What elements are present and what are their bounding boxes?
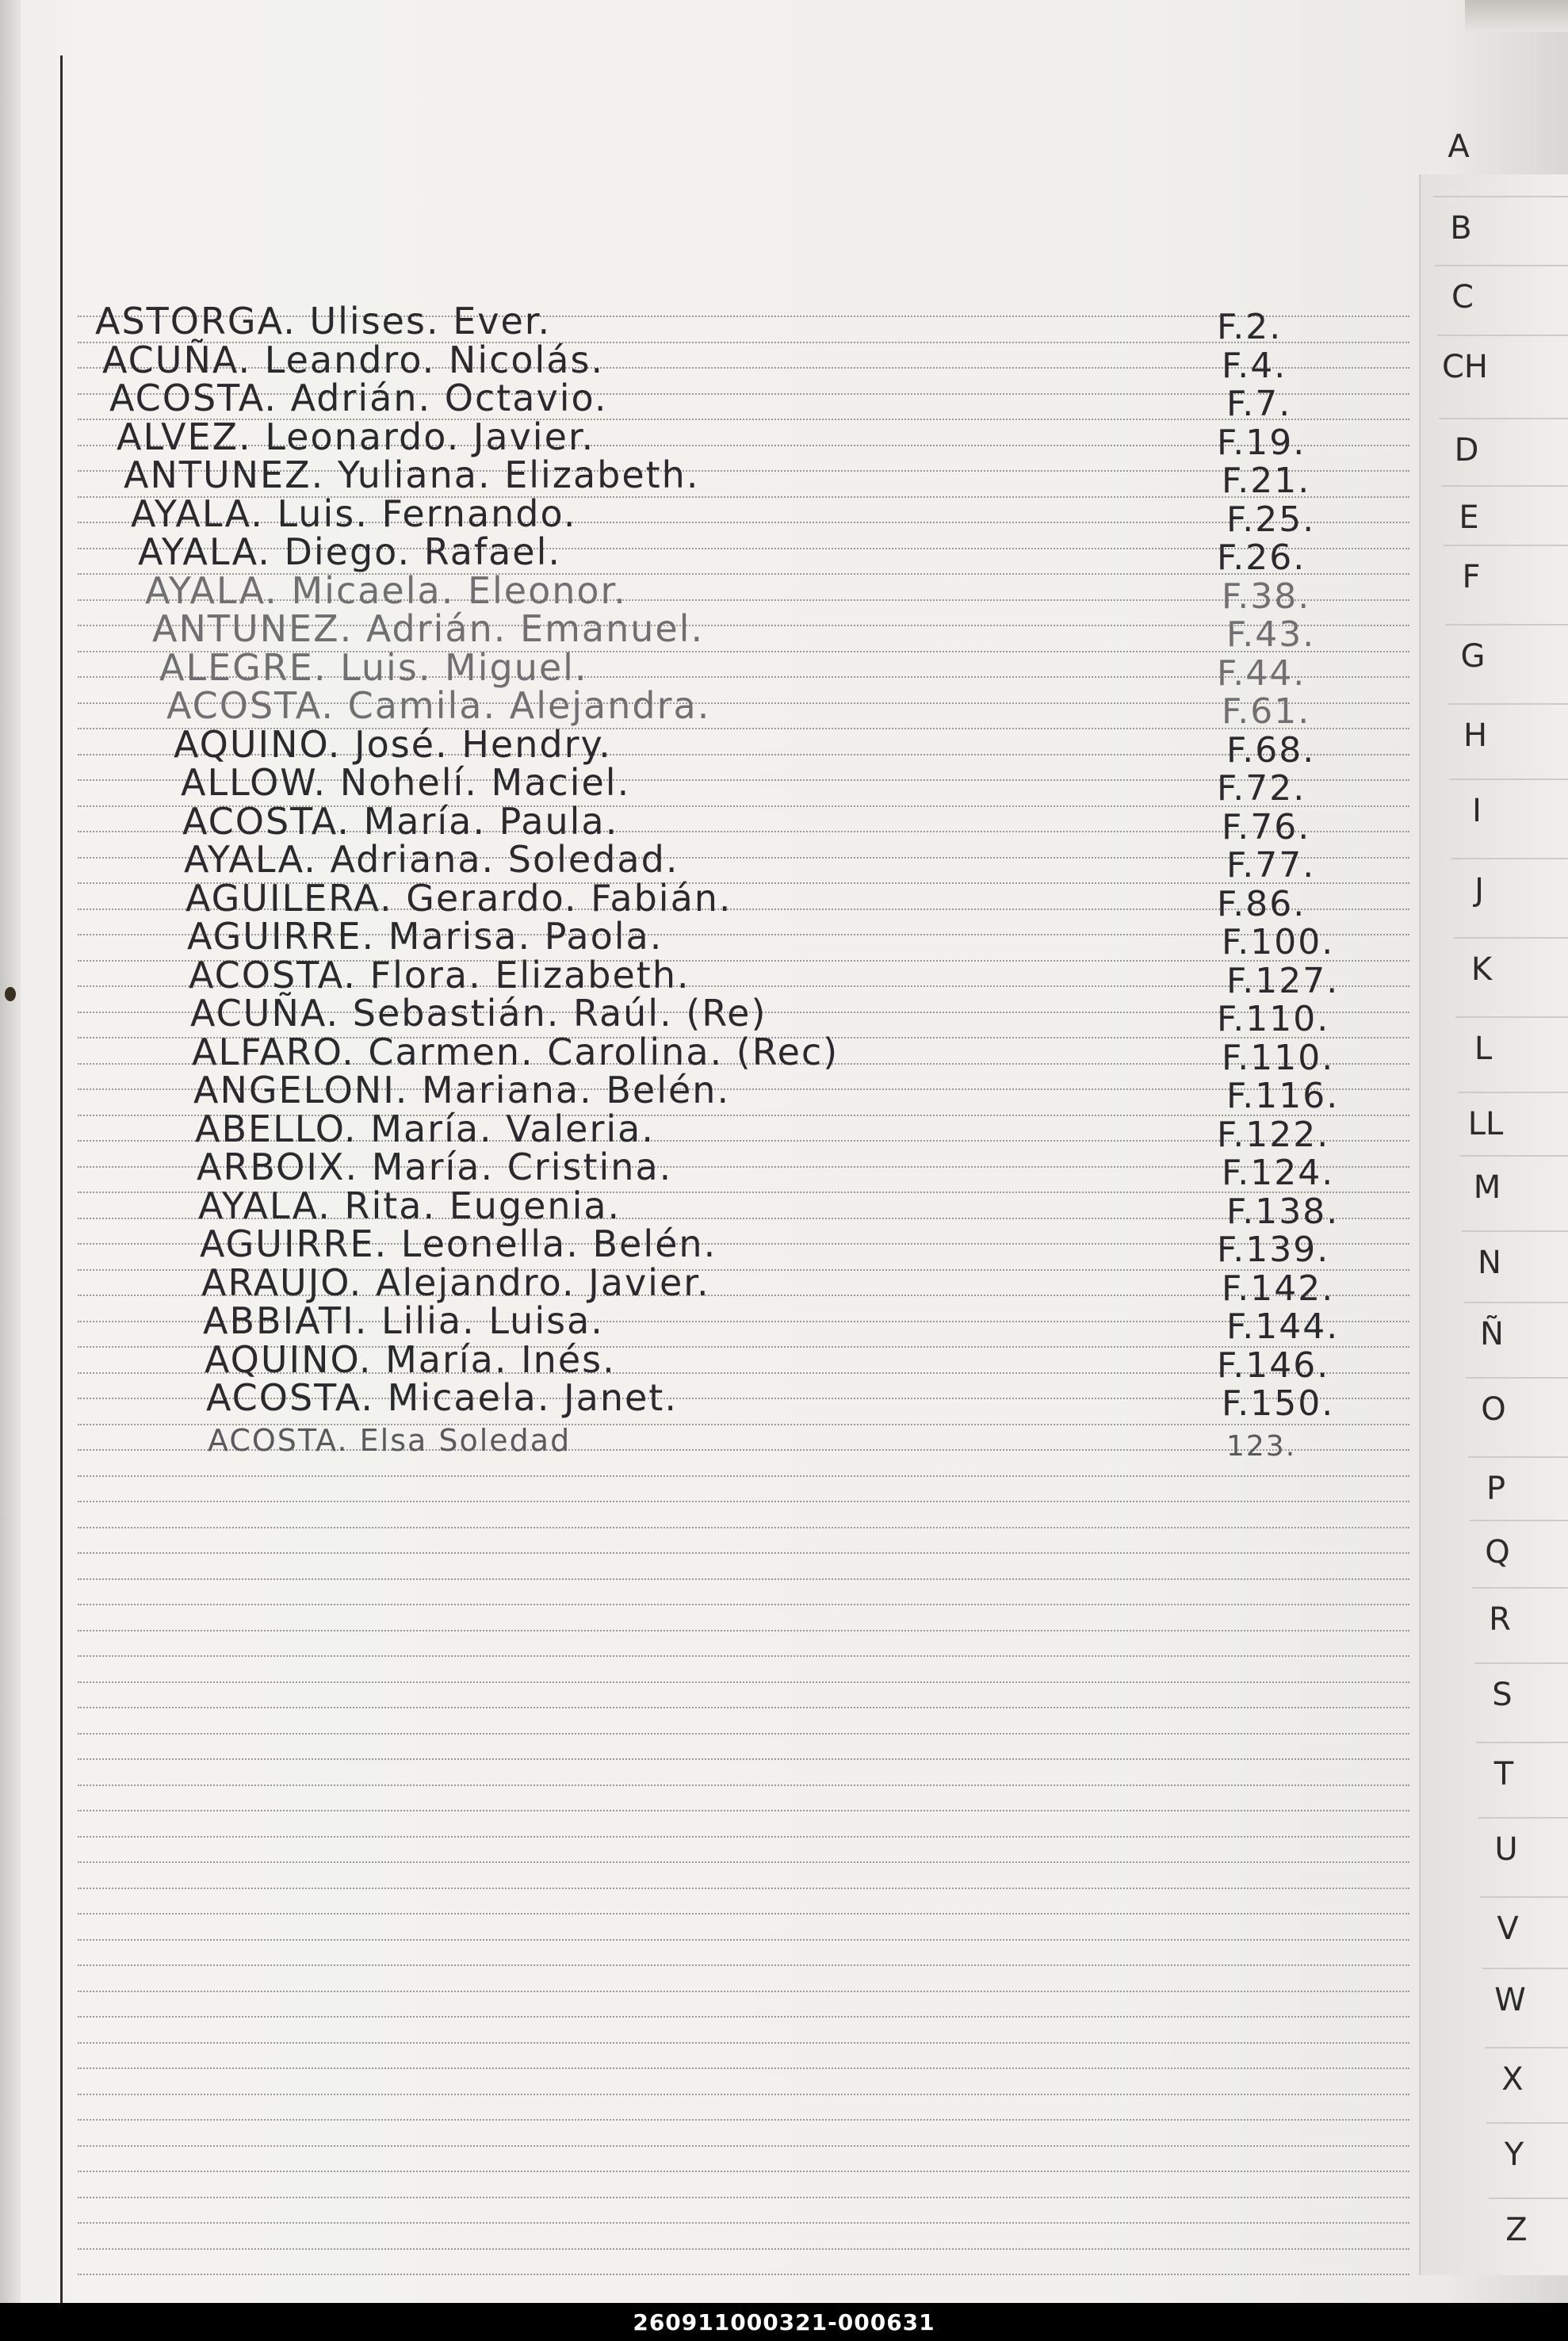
- entry-name: ACOSTA. María. Paula.: [182, 800, 619, 843]
- entry-folio: F.142.: [1222, 1268, 1335, 1309]
- index-tab[interactable]: A: [1448, 128, 1470, 165]
- ruled-line: [78, 1655, 1409, 1657]
- entry-folio: F.38.: [1222, 576, 1311, 617]
- ruled-line: [78, 1758, 1409, 1760]
- entry-name: AGUIRRE. Marisa. Paola.: [187, 915, 664, 958]
- entry-folio: F.86.: [1217, 884, 1306, 924]
- entry-folio: F.146.: [1217, 1345, 1330, 1386]
- tab-divider: [1480, 1896, 1568, 1898]
- ruled-line: [78, 1836, 1409, 1838]
- entry-folio: F.100.: [1222, 922, 1335, 962]
- entry-name: AYALA. Adriana. Soledad.: [184, 838, 679, 881]
- entry-name: ACOSTA. Adrián. Octavio.: [109, 377, 608, 419]
- ruled-line: [78, 1578, 1409, 1580]
- ruled-line: [78, 1939, 1409, 1941]
- entry-name: ABELLO. María. Valeria.: [195, 1107, 655, 1150]
- entry-folio: F.26.: [1217, 537, 1306, 578]
- entry-name: ANTUNEZ. Yuliana. Elizabeth.: [124, 453, 700, 496]
- tab-divider: [1455, 1016, 1568, 1018]
- ruled-line: [78, 1630, 1409, 1631]
- ruled-line: [78, 1991, 1409, 1992]
- entry-name: AGUILERA. Gerardo. Fabián.: [185, 877, 732, 920]
- entry-folio: F.110.: [1222, 1038, 1335, 1078]
- index-tab[interactable]: Q: [1485, 1534, 1510, 1570]
- entry-name: AQUINO. José. Hendry.: [174, 723, 612, 766]
- tab-divider: [1454, 937, 1568, 939]
- index-tab[interactable]: L: [1474, 1031, 1493, 1067]
- ruled-line: [78, 2222, 1409, 2224]
- entry-name: ARAUJO. Alejandro. Javier.: [201, 1261, 710, 1304]
- ruled-line: [78, 2068, 1409, 2069]
- entry-folio: F.139.: [1217, 1230, 1330, 1270]
- tab-divider: [1435, 265, 1568, 266]
- tab-divider: [1464, 1302, 1568, 1303]
- entry-name: ABBIATI. Lilia. Luisa.: [203, 1299, 604, 1342]
- index-tab[interactable]: X: [1501, 2061, 1524, 2098]
- entry-folio: F.2.: [1217, 307, 1283, 347]
- index-tab[interactable]: C: [1451, 279, 1474, 316]
- tab-divider: [1474, 1662, 1568, 1664]
- entry-name: AGUIRRE. Leonella. Belén.: [200, 1222, 717, 1265]
- ruled-line: [78, 1501, 1409, 1502]
- entry-folio: F.76.: [1222, 807, 1311, 847]
- entry-name: ACOSTA. Elsa Soledad: [208, 1423, 572, 1458]
- tab-divider: [1466, 1377, 1568, 1379]
- tab-divider: [1459, 1155, 1568, 1157]
- scan-id: 260911000321-000631: [633, 2308, 935, 2335]
- tab-divider: [1449, 778, 1568, 780]
- entry-name: ACUÑA. Leandro. Nicolás.: [102, 339, 605, 381]
- entry-folio: F.61.: [1222, 691, 1311, 732]
- page-binding: [0, 0, 21, 2303]
- entry-folio: F.25.: [1226, 499, 1316, 540]
- entry-name: ARBOIX. María. Cristina.: [197, 1146, 673, 1188]
- entry-folio: 123.: [1226, 1430, 1297, 1463]
- entry-name: ANTUNEZ. Adrián. Emanuel.: [152, 607, 705, 650]
- ruled-line: [78, 2197, 1409, 2198]
- entry-name: ACUÑA. Sebastián. Raúl. (Re): [190, 992, 767, 1035]
- tab-divider: [1439, 418, 1568, 419]
- ruled-line: [78, 1475, 1409, 1477]
- margin-line: [60, 55, 63, 2303]
- ruled-line: [78, 1733, 1409, 1735]
- entry-name: ANGELONI. Mariana. Belén.: [193, 1069, 731, 1111]
- entry-name: ASTORGA. Ulises. Ever.: [95, 300, 552, 342]
- index-tab[interactable]: S: [1492, 1677, 1513, 1713]
- ruled-line: [78, 2248, 1409, 2250]
- tab-divider: [1472, 1587, 1568, 1589]
- entry-folio: F.21.: [1222, 461, 1311, 501]
- entry-name: ALLOW. Nohelí. Maciel.: [181, 761, 631, 804]
- page-corner: [1465, 0, 1568, 32]
- alphabet-index-strip: [1419, 174, 1568, 2275]
- ruled-line: [78, 1552, 1409, 1554]
- ruled-line: [78, 2016, 1409, 2018]
- ink-mark: [5, 987, 16, 1001]
- ruled-line: [78, 1964, 1409, 1966]
- entry-name: ALFARO. Carmen. Carolina. (Rec): [192, 1031, 839, 1073]
- entry-name: AYALA. Micaela. Eleonor.: [145, 569, 627, 612]
- tab-divider: [1486, 2122, 1568, 2124]
- ruled-line: [78, 1681, 1409, 1683]
- tab-divider: [1485, 2047, 1568, 2048]
- index-tab[interactable]: V: [1497, 1911, 1519, 1947]
- index-tab[interactable]: M: [1473, 1169, 1501, 1206]
- ruled-line: [78, 2274, 1409, 2275]
- ruled-line: [78, 1888, 1409, 1889]
- tab-divider: [1448, 703, 1568, 705]
- tab-divider: [1433, 196, 1568, 197]
- entry-folio: F.122.: [1217, 1115, 1330, 1155]
- entry-folio: F.124.: [1222, 1153, 1335, 1193]
- index-tab[interactable]: U: [1494, 1831, 1518, 1868]
- index-tab[interactable]: J: [1474, 872, 1484, 908]
- index-tab[interactable]: I: [1472, 793, 1482, 829]
- tab-divider: [1445, 624, 1568, 625]
- index-tab[interactable]: B: [1450, 210, 1472, 247]
- entry-name: ALEGRE. Luis. Miguel.: [159, 646, 588, 689]
- entry-folio: F.19.: [1217, 423, 1306, 463]
- entry-folio: F.110.: [1217, 999, 1330, 1039]
- entry-name: AYALA. Diego. Rafael.: [138, 530, 561, 573]
- tab-divider: [1458, 1092, 1568, 1093]
- tab-divider: [1470, 1520, 1568, 1521]
- index-tab[interactable]: K: [1470, 951, 1493, 988]
- ruled-line: [78, 1707, 1409, 1708]
- index-tab[interactable]: N: [1478, 1245, 1501, 1281]
- index-tab[interactable]: Y: [1504, 2136, 1524, 2173]
- index-tab[interactable]: T: [1493, 1756, 1514, 1792]
- entry-folio: F.43.: [1226, 614, 1316, 655]
- entry-name: AQUINO. María. Inés.: [205, 1338, 616, 1381]
- tab-divider: [1444, 545, 1568, 546]
- index-tab[interactable]: D: [1454, 432, 1479, 469]
- index-tab[interactable]: P: [1486, 1471, 1506, 1507]
- ruled-line: [78, 2119, 1409, 2121]
- index-tab[interactable]: Z: [1505, 2212, 1528, 2248]
- tab-divider: [1462, 1230, 1568, 1232]
- index-tab[interactable]: E: [1459, 499, 1479, 536]
- entry-name: ACOSTA. Micaela. Janet.: [206, 1376, 678, 1419]
- ruled-line: [78, 2171, 1409, 2172]
- entry-name: AYALA. Rita. Eugenia.: [198, 1184, 621, 1227]
- entry-folio: F.127.: [1226, 961, 1340, 1001]
- index-tab[interactable]: R: [1489, 1601, 1511, 1638]
- tab-divider: [1489, 2198, 1568, 2199]
- ruled-line: [78, 2094, 1409, 2095]
- entry-folio: F.44.: [1217, 653, 1306, 694]
- tab-divider: [1468, 1456, 1568, 1458]
- ruled-line: [78, 1913, 1409, 1914]
- ruled-line: [78, 2042, 1409, 2044]
- entry-folio: F.7.: [1226, 384, 1292, 424]
- entry-folio: F.4.: [1222, 346, 1287, 386]
- tab-divider: [1451, 858, 1568, 859]
- tab-divider: [1482, 1968, 1568, 1969]
- entry-name: ACOSTA. Flora. Elizabeth.: [189, 954, 690, 996]
- ruled-line: [78, 1784, 1409, 1786]
- tab-divider: [1478, 1817, 1568, 1819]
- entry-name: ACOSTA. Camila. Alejandra.: [166, 684, 711, 727]
- index-tab[interactable]: F: [1462, 559, 1481, 595]
- index-tab[interactable]: W: [1494, 1982, 1526, 2018]
- entry-folio: F.144.: [1226, 1306, 1340, 1347]
- index-tab[interactable]: H: [1463, 717, 1488, 754]
- entry-folio: F.72.: [1217, 768, 1306, 809]
- index-tab[interactable]: Ñ: [1480, 1316, 1504, 1352]
- ruled-line: [78, 1527, 1409, 1528]
- entry-folio: F.150.: [1222, 1383, 1335, 1424]
- entry-folio: F.68.: [1226, 730, 1316, 771]
- ruled-line: [78, 2145, 1409, 2147]
- entry-name: AYALA. Luis. Fernando.: [131, 492, 577, 535]
- entry-folio: F.116.: [1226, 1076, 1340, 1116]
- ruled-line: [78, 1861, 1409, 1863]
- ruled-line: [78, 1604, 1409, 1605]
- entry-name: ALVEZ. Leonardo. Javier.: [117, 415, 595, 458]
- index-tab[interactable]: LL: [1467, 1106, 1504, 1142]
- tab-divider: [1437, 335, 1568, 336]
- index-tab[interactable]: CH: [1441, 349, 1488, 385]
- scan-id-footer: [0, 2303, 1568, 2341]
- entry-folio: F.77.: [1226, 845, 1316, 886]
- index-tab[interactable]: G: [1460, 638, 1486, 675]
- entry-folio: F.138.: [1226, 1192, 1340, 1232]
- tab-divider: [1476, 1742, 1568, 1743]
- ruled-line: [78, 1810, 1409, 1811]
- tab-divider: [1441, 485, 1568, 487]
- index-tab[interactable]: O: [1481, 1391, 1506, 1428]
